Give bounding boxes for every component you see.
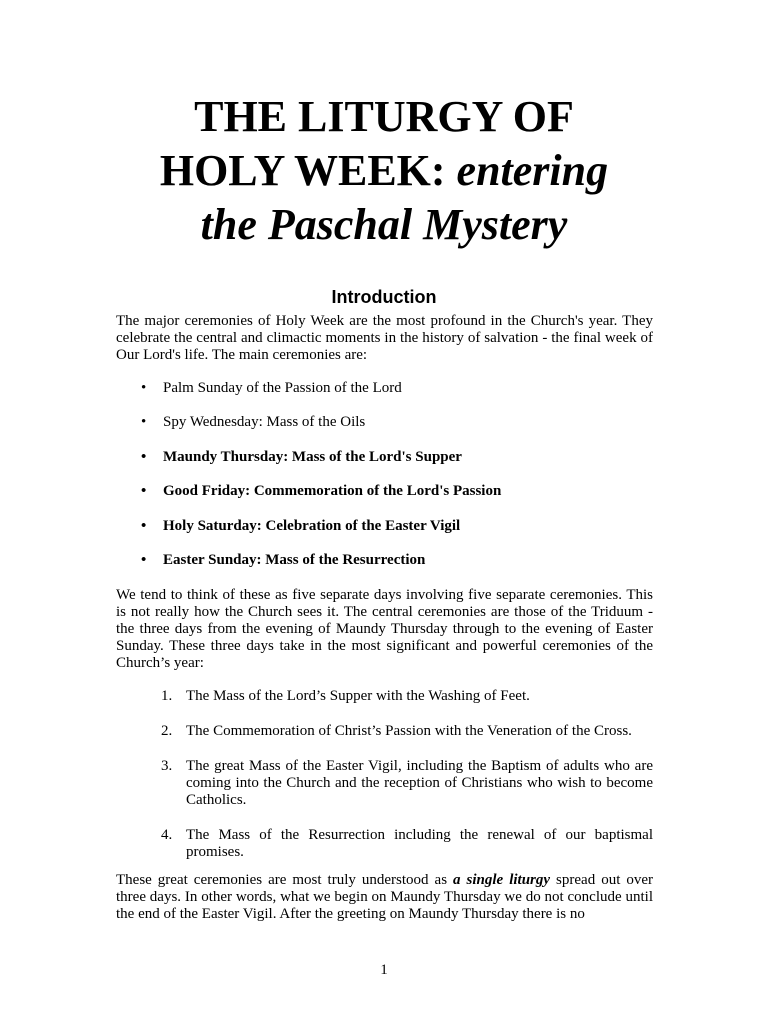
- closing-paragraph: [116, 872, 653, 923]
- item-number: 4.: [161, 827, 173, 843]
- bullet-icon: •: [141, 380, 147, 396]
- title-line-3: the Paschal Mystery: [200, 200, 568, 249]
- numbered-item: [116, 688, 653, 705]
- numbered-item-text: The Commemoration of Christ’s Passion with the Veneration of the Cross.: [186, 723, 632, 739]
- ceremonies-list: [116, 380, 653, 586]
- title-line-2: [0, 144, 768, 198]
- numbered-item-text: The great Mass of the Easter Vigil, including the Baptism of adults who are coming into the Church and the reception of Christians who wish to become Catholics.: [186, 758, 653, 808]
- numbered-item-text: The Mass of the Lord’s Supper with the Washing of Feet.: [186, 688, 530, 704]
- closing-text-after: spread out over three days. In other words, what we begin on Maundy Thursday we do not conclude until the end of the Easter Vigil. After the greeting on Maundy Thursday there is no: [116, 872, 654, 922]
- numbered-item: [116, 723, 653, 740]
- list-item: [116, 414, 653, 431]
- list-item-text: Palm Sunday of the Passion of the Lord: [163, 380, 402, 396]
- item-number: 2.: [161, 723, 173, 739]
- bullet-icon: •: [141, 551, 147, 568]
- triduum-ceremonies-list: [116, 688, 653, 879]
- list-item-text: Good Friday: Commemoration of the Lord's Passion: [163, 483, 502, 500]
- document-title: [0, 90, 768, 252]
- introduction-paragraph: The major ceremonies of Holy Week are the most profound in the Church's year. They celebrate the central and climactic moments in the history of salvation - the final week of Our Lord's life. The main ceremonies are:: [116, 313, 653, 363]
- title-line-2-italic: entering: [456, 146, 609, 195]
- item-number: 3.: [161, 758, 173, 774]
- bullet-icon: •: [141, 414, 147, 431]
- numbered-item-text: The Mass of the Resurrection including the renewal of our baptismal promises.: [186, 827, 653, 860]
- numbered-item: [116, 827, 653, 861]
- list-item: [116, 518, 653, 535]
- triduum-paragraph: We tend to think of these as five separate days involving five separate ceremonies. This is not really how the Church sees it. The central ceremonies are those of the Triduum - the three days from the evening of Maundy Thursday through to the evening of Easter Sunday. These three days take in the most significant and powerful ceremonies of the Church’s year:: [116, 587, 653, 671]
- bullet-icon: •: [141, 483, 147, 500]
- bullet-icon: •: [141, 517, 147, 534]
- list-item-text: Maundy Thursday: Mass of the Lord's Supper: [163, 448, 462, 465]
- closing-text-before: These great ceremonies are most truly understood as: [116, 872, 454, 888]
- list-item: [116, 483, 653, 500]
- page-number: 1: [380, 962, 388, 978]
- closing-emphasis: a single liturgy: [453, 872, 551, 888]
- item-number: 1.: [161, 688, 173, 704]
- list-item: [116, 552, 653, 569]
- list-item: [116, 380, 653, 397]
- bullet-icon: •: [141, 448, 147, 465]
- title-line-1: THE LITURGY OF: [194, 92, 574, 141]
- list-item-text: Spy Wednesday: Mass of the Oils: [163, 414, 366, 431]
- introduction-heading: Introduction: [331, 287, 437, 307]
- list-item-text: Holy Saturday: Celebration of the Easter Vigil: [163, 517, 461, 534]
- title-line-2-bold: HOLY WEEK:: [159, 146, 457, 195]
- list-item: [116, 449, 653, 466]
- list-item-text: Easter Sunday: Mass of the Resurrection: [163, 551, 426, 568]
- numbered-item: [116, 758, 653, 809]
